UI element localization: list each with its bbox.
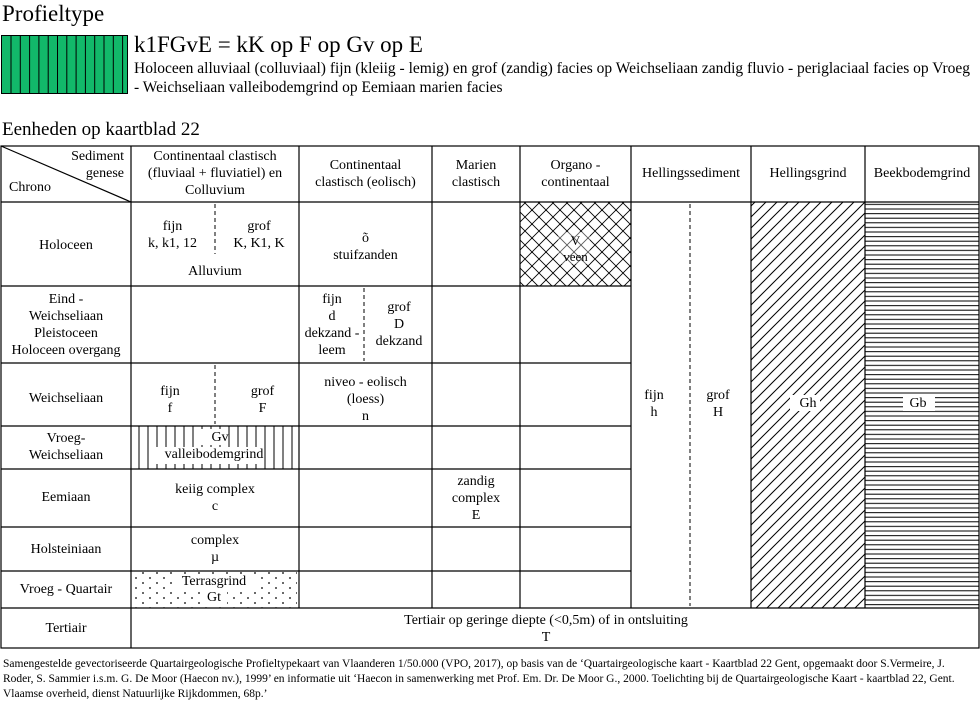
- cell-eem-marien: zandig complex E: [451, 474, 501, 523]
- cell-loess: niveo - eolisch (loess) n: [324, 375, 407, 424]
- cell-eind-grof: grof D dekzand: [375, 300, 423, 349]
- cell-gb: Gb: [909, 396, 927, 411]
- cell-holoceen-fijn: fijn k, k1, 12: [148, 219, 197, 251]
- cell-stuifzanden: õ stuifzanden: [333, 231, 398, 263]
- row-header-weichseliaan: Weichseliaan: [28, 391, 104, 406]
- col-header-marien: Marien clastisch: [451, 158, 501, 190]
- cell-eem-keiig: keiig complex c: [175, 482, 255, 514]
- row-header-vroeg-weichseliaan: Vroeg- Weichseliaan: [28, 431, 104, 463]
- cell-weich-grof: grof F: [250, 384, 275, 416]
- corner-genese-label: Sediment genese: [71, 149, 124, 181]
- cell-weich-fijn: fijn f: [160, 384, 180, 416]
- section-subtitle: Eenheden op kaartblad 22: [2, 119, 200, 140]
- cell-gv: Gv valleibodemgrind: [164, 430, 264, 462]
- cell-alluvium: Alluvium: [188, 264, 242, 279]
- profile-description: Holoceen alluviaal (colluviaal) fijn (kleiig - lemig) en grof (zandig) facies op Weichseliaan zandig fluvio - periglaciaal facies op Vroeg - Weichseliaan valleibodemgrind op Eemiaan marien facies: [134, 60, 971, 96]
- row-header-eind-weichseliaan: Eind - Weichseliaan Pleistoceen Holoceen overgang: [11, 292, 121, 358]
- row-header-holoceen: Holoceen: [39, 238, 93, 253]
- col-header-hellingsgrind: Hellingsgrind: [769, 166, 847, 181]
- source-footer: Samengestelde gevectoriseerde Quartairgeologische Profieltypekaart van Vlaanderen 1/50.000 (VPO, 2017), op basis van de ‘Quartairgeologische kaart - Kaartblad 22 Gent, opgemaakt door S.Vermeire, J. Roder, S. Sammier i.s.m. G. De Moor (Haecon nv.), 1999’ en informatie uit ‘Haecon in samenwerking met Prof. Em. Dr. De Moor G., 2000. Toelichting bij de Quartairgeologische Kaart - kaartblad 22, Gent. Vlaamse overheid, dienst Natuurlijke Rijkdommen, 68p.’: [3, 658, 955, 700]
- col-header-organo: Organo - continentaal: [541, 158, 610, 190]
- cell-terrasgrind: Terrasgrind Gt: [181, 574, 247, 605]
- cell-tertiair: Tertiair op geringe diepte (<0,5m) of in ontsluiting T: [404, 613, 688, 645]
- corner-chrono-label: Chrono: [9, 180, 51, 195]
- cell-helling-fijn: fijn h: [644, 388, 664, 420]
- cell-helling-grof: grof H: [706, 388, 730, 420]
- cell-eind-fijn: fijn d dekzand - leem: [304, 292, 360, 358]
- col-header-continentaal-eolisch: Continentaal clastisch (eolisch): [315, 158, 416, 190]
- row-header-holsteiniaan: Holsteiniaan: [30, 542, 102, 557]
- row-header-vroeg-quartair: Vroeg - Quartair: [19, 582, 113, 597]
- col-header-continentaal-fluviaal: Continentaal clastisch (fluviaal + fluviatiel) en Colluvium: [147, 149, 283, 198]
- cell-gh: Gh: [799, 396, 817, 411]
- row-header-eemiaan: Eemiaan: [41, 490, 91, 505]
- col-header-hellingssediment: Hellingssediment: [642, 166, 740, 181]
- profile-code: k1FGvE = kK op F op Gv op E: [134, 32, 423, 57]
- cell-veen: V veen: [563, 233, 588, 264]
- row-header-tertiair: Tertiair: [45, 621, 87, 636]
- cell-holst-complex: complex µ: [190, 533, 240, 565]
- col-header-beekbodemgrind: Beekbodemgrind: [873, 166, 971, 181]
- cell-holoceen-grof: grof K, K1, K: [233, 219, 285, 251]
- page-title: Profieltype: [2, 1, 105, 26]
